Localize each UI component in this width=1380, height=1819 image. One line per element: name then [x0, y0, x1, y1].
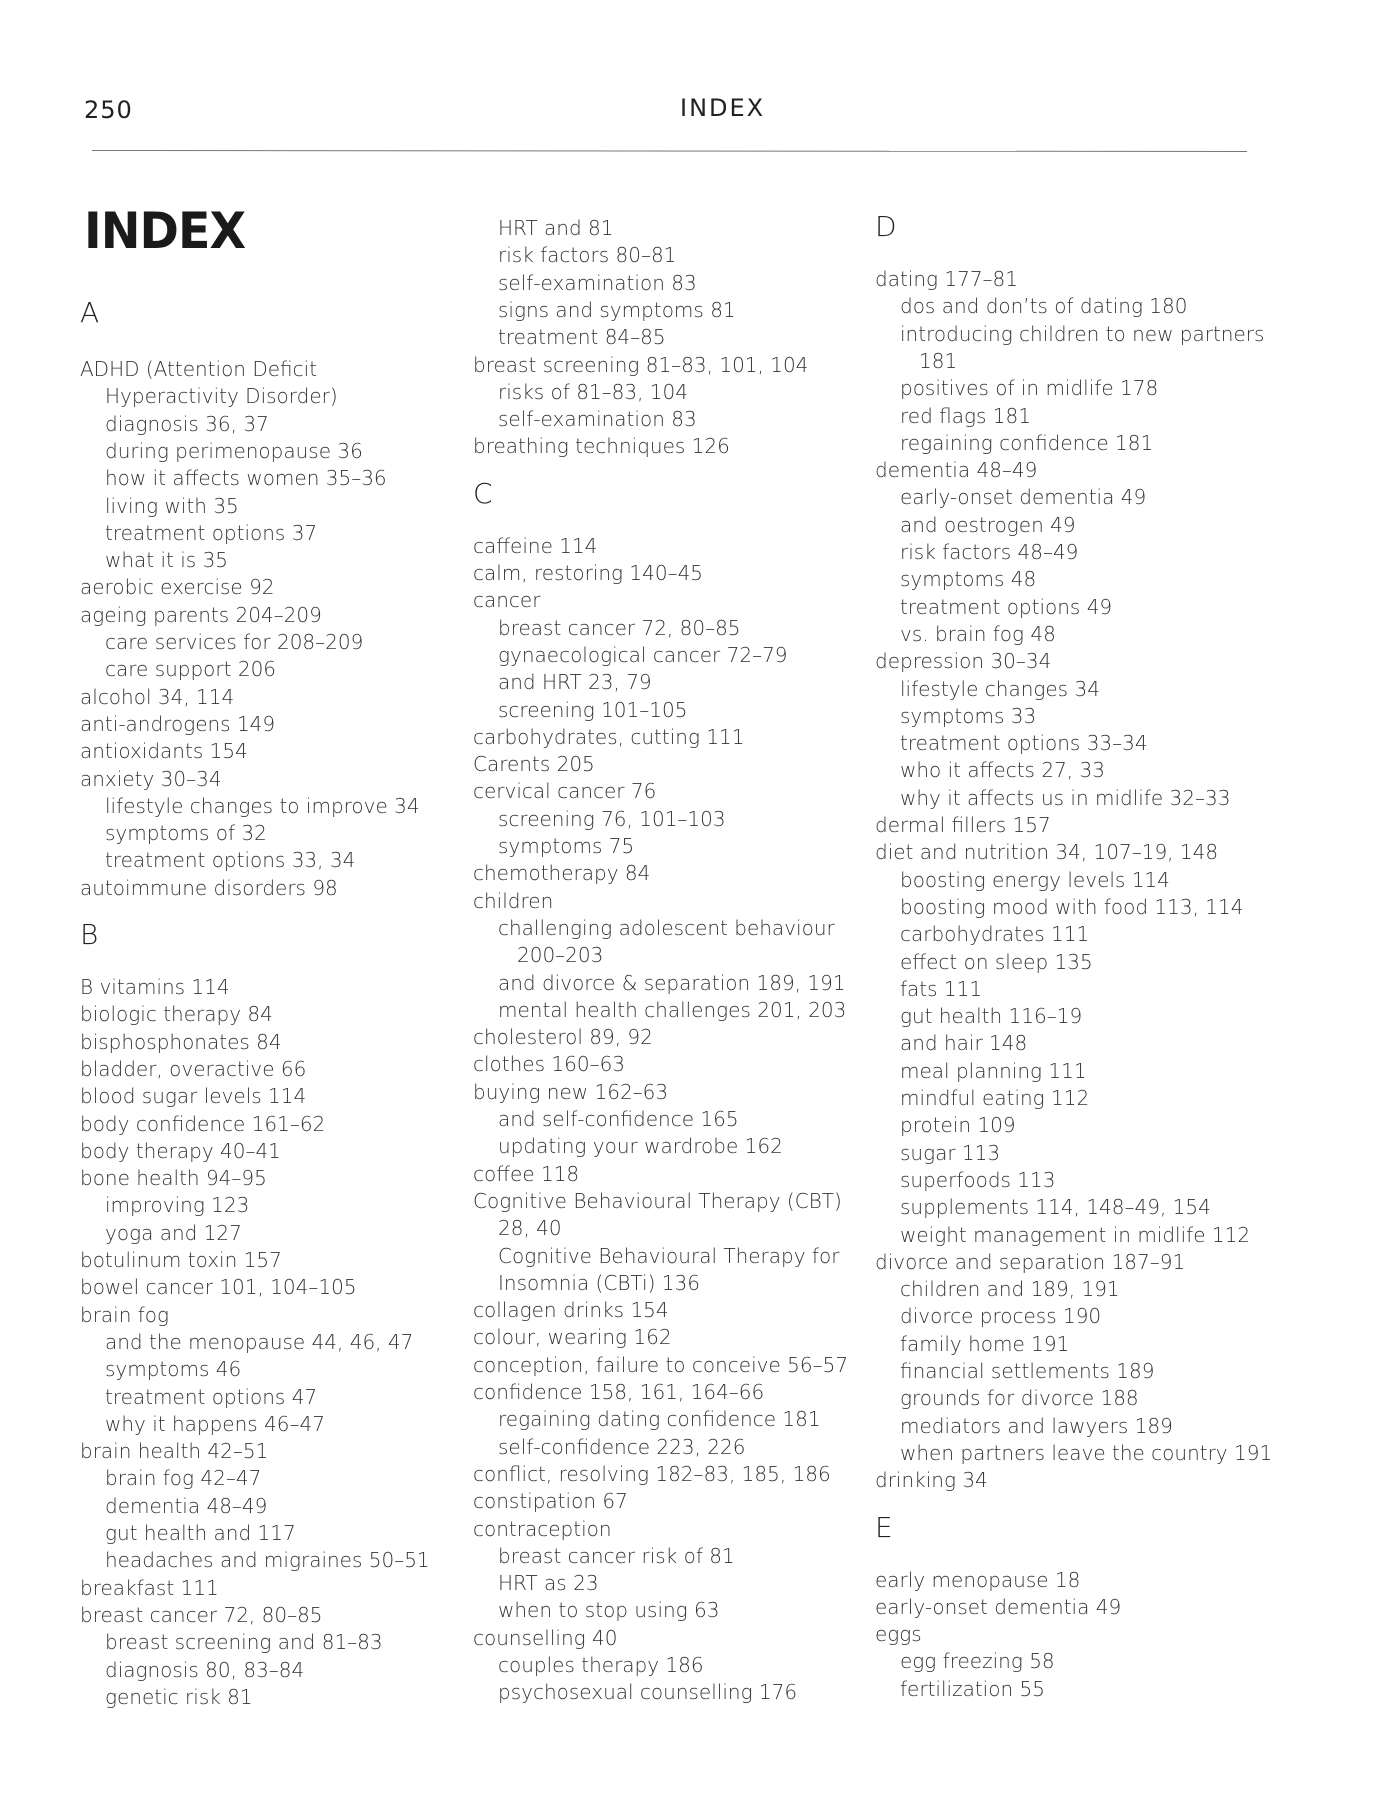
index-subentry: boosting energy levels 114: [900, 867, 1170, 892]
index-entry: Cognitive Behavioural Therapy (CBT): [473, 1188, 842, 1213]
index-subentry: diagnosis 36, 37: [105, 411, 269, 436]
index-entry: autoimmune disorders 98: [80, 875, 338, 900]
index-subentry: vs. brain fog 48: [900, 621, 1056, 646]
index-subentry: improving 123: [105, 1193, 250, 1218]
index-subentry: sugar 113: [900, 1140, 1001, 1165]
index-subentry: lifestyle changes to improve 34: [105, 793, 420, 818]
index-entry: bladder, overactive 66: [80, 1056, 307, 1081]
index-subentry: treatment options 49: [900, 594, 1113, 619]
index-subentry: superfoods 113: [900, 1167, 1056, 1192]
index-subentry: psychosexual counselling 176: [498, 1680, 798, 1705]
index-subentry: breast cancer 72, 80–85: [498, 615, 741, 640]
index-subentry: egg freezing 58: [900, 1649, 1055, 1674]
section-letter-e: E: [875, 1510, 893, 1544]
index-entry: B vitamins 114: [80, 975, 230, 999]
section-letter-b: B: [80, 918, 99, 951]
index-subentry: brain fog 42–47: [105, 1466, 262, 1491]
index-subentry: when partners leave the country 191: [900, 1440, 1273, 1465]
section-letter-a: A: [80, 296, 100, 329]
index-subentry: breast cancer risk of 81: [498, 1543, 735, 1568]
index-entry: colour, wearing 162: [473, 1325, 672, 1350]
index-subentry: screening 76, 101–103: [498, 806, 726, 831]
index-entry: conflict, resolving 182–83, 185, 186: [473, 1461, 831, 1486]
index-subentry: introducing children to new partners: [900, 321, 1265, 346]
index-entry: constipation 67: [473, 1489, 628, 1514]
index-entry: chemotherapy 84: [473, 861, 651, 886]
index-subentry: and hair 148: [900, 1031, 1028, 1056]
index-subentry: fertilization 55: [900, 1676, 1045, 1701]
index-subentry: and the menopause 44, 46, 47: [105, 1329, 414, 1354]
index-subentry: gynaecological cancer 72–79: [498, 642, 788, 667]
index-subentry: 181: [919, 348, 958, 373]
index-subentry: mental health challenges 201, 203: [498, 997, 847, 1022]
index-subentry: genetic risk 81: [105, 1684, 253, 1709]
index-subentry: risks of 81–83, 104: [498, 379, 688, 404]
index-subentry: symptoms 46: [105, 1357, 242, 1382]
index-subentry: regaining confidence 181: [900, 430, 1154, 455]
index-subentry: dementia 48–49: [105, 1493, 268, 1518]
index-entry: cervical cancer 76: [473, 779, 657, 804]
index-entry: contraception: [473, 1516, 612, 1541]
index-subentry: meal planning 111: [900, 1058, 1087, 1083]
index-subentry: divorce process 190: [900, 1304, 1102, 1329]
index-entry: breakfast 111: [80, 1575, 219, 1600]
index-subentry: who it affects 27, 33: [900, 758, 1105, 783]
index-subentry: treatment options 37: [105, 520, 318, 545]
index-entry: antioxidants 154: [80, 739, 248, 764]
index-entry: clothes 160–63: [473, 1052, 626, 1077]
index-entry: dermal fillers 157: [875, 813, 1051, 837]
index-subentry: living with 35: [105, 493, 239, 518]
index-entry: divorce and separation 187–91: [875, 1249, 1186, 1274]
index-entry: body therapy 40–41: [80, 1138, 281, 1163]
index-subentry: what it is 35: [105, 548, 229, 573]
index-entry: eggs: [875, 1622, 922, 1647]
index-subentry: diagnosis 80, 83–84: [105, 1657, 305, 1682]
index-entry: cholesterol 89, 92: [473, 1025, 653, 1050]
index-entry: bisphosphonates 84: [80, 1029, 282, 1054]
index-entry: conception, failure to conceive 56–57: [473, 1352, 849, 1377]
index-title: INDEX: [84, 202, 246, 260]
index-entry: carbohydrates, cutting 111: [473, 724, 745, 749]
index-entry: brain fog: [80, 1302, 170, 1327]
index-subentry: and self-confidence 165: [498, 1107, 739, 1131]
index-entry: dementia 48–49: [875, 458, 1038, 483]
index-subentry: Hyperactivity Disorder): [105, 384, 338, 409]
index-subentry: mindful eating 112: [900, 1086, 1090, 1110]
index-subentry: and oestrogen 49: [900, 512, 1076, 537]
index-entry: depression 30–34: [875, 649, 1052, 674]
index-subentry: 28, 40: [498, 1216, 562, 1241]
index-subentry: treatment options 33, 34: [105, 848, 356, 873]
index-entry: ADHD (Attention Deficit: [80, 357, 318, 381]
index-subentry: treatment options 33–34: [900, 731, 1148, 756]
index-entry: coffee 118: [473, 1161, 580, 1186]
index-subentry: gut health 116–19: [900, 1004, 1083, 1029]
index-subentry: Cognitive Behavioural Therapy for: [498, 1243, 840, 1268]
index-entry: bone health 94–95: [80, 1166, 267, 1191]
index-entry: breast screening 81–83, 101, 104: [473, 352, 809, 377]
index-entry: ageing parents 204–209: [80, 602, 322, 627]
index-entry: diet and nutrition 34, 107–19, 148: [875, 840, 1219, 865]
index-subentry: challenging adolescent behaviour: [498, 915, 835, 940]
index-subentry: boosting mood with food 113, 114: [900, 894, 1244, 919]
index-subentry: care services for 208–209: [105, 630, 364, 654]
index-subentry: dos and don’ts of dating 180: [900, 294, 1188, 319]
index-entry: calm, restoring 140–45: [473, 561, 704, 585]
index-subentry: symptoms 75: [498, 834, 635, 858]
index-subentry: and HRT 23, 79: [498, 670, 652, 695]
index-entry: biologic therapy 84: [80, 1002, 273, 1027]
index-subentry: yoga and 127: [105, 1220, 242, 1245]
index-subentry: HRT as 23: [498, 1571, 599, 1596]
header-divider: [92, 150, 1247, 152]
index-entry: early-onset dementia 49: [875, 1594, 1122, 1619]
index-entry: alcohol 34, 114: [80, 684, 235, 709]
index-entry: early menopause 18: [875, 1567, 1081, 1592]
index-entry: blood sugar levels 114: [80, 1084, 307, 1109]
index-subentry: when to stop using 63: [498, 1598, 720, 1623]
index-subentry: why it affects us in midlife 32–33: [900, 785, 1231, 810]
index-subentry: symptoms of 32: [105, 821, 267, 846]
index-subentry: carbohydrates 111: [900, 922, 1090, 947]
running-title: INDEX: [680, 94, 766, 122]
index-subentry: HRT and 81: [498, 216, 614, 240]
page-number: 250: [84, 96, 133, 124]
index-entry: botulinum toxin 157: [80, 1248, 282, 1272]
index-entry: counselling 40: [473, 1625, 618, 1650]
index-entry: drinking 34: [875, 1468, 988, 1493]
section-letter-c: C: [473, 476, 493, 510]
index-subentry: couples therapy 186: [498, 1653, 704, 1677]
index-entry: dating 177–81: [875, 267, 1019, 291]
index-entry: anti-androgens 149: [80, 711, 276, 736]
index-subentry: mediators and lawyers 189: [900, 1413, 1173, 1438]
index-subentry: positives of in midlife 178: [900, 376, 1159, 401]
index-subentry: how it affects women 35–36: [105, 466, 387, 491]
index-subentry: breast screening and 81–83: [105, 1630, 383, 1655]
index-entry: breathing techniques 126: [473, 434, 730, 459]
page-header: [0, 0, 1380, 160]
index-subentry: and divorce & separation 189, 191: [498, 970, 846, 995]
index-subentry: headaches and migraines 50–51: [105, 1548, 430, 1573]
index-entry: children: [473, 888, 554, 913]
index-subentry: self-confidence 223, 226: [498, 1434, 746, 1459]
index-subentry: protein 109: [900, 1113, 1016, 1138]
index-subentry: children and 189, 191: [900, 1277, 1120, 1302]
index-subentry: risk factors 80–81: [498, 243, 677, 268]
index-entry: aerobic exercise 92: [80, 575, 275, 600]
index-entry: collagen drinks 154: [473, 1298, 669, 1323]
index-subentry: during perimenopause 36: [105, 438, 363, 463]
index-subentry: lifestyle changes 34: [900, 676, 1100, 701]
index-entry: breast cancer 72, 80–85: [80, 1602, 323, 1627]
index-subentry: care support 206: [105, 657, 277, 682]
index-subentry: Insomnia (CBTi) 136: [498, 1270, 700, 1295]
index-subentry: supplements 114, 148–49, 154: [900, 1195, 1211, 1220]
index-subentry: treatment options 47: [105, 1384, 318, 1409]
index-subentry: treatment 84–85: [498, 325, 666, 350]
index-subentry: why it happens 46–47: [105, 1411, 325, 1436]
index-subentry: risk factors 48–49: [900, 540, 1079, 564]
index-subentry: screening 101–105: [498, 697, 688, 722]
index-subentry: signs and symptoms 81: [498, 297, 736, 322]
index-subentry: financial settlements 189: [900, 1359, 1155, 1383]
index-entry: caffeine 114: [473, 533, 598, 558]
index-entry: body confidence 161–62: [80, 1111, 326, 1136]
index-entry: anxiety 30–34: [80, 766, 222, 791]
index-entry: cancer: [473, 588, 541, 613]
index-subentry: symptoms 33: [900, 703, 1037, 728]
index-subentry: red flags 181: [900, 403, 1031, 428]
index-subentry: weight management in midlife 112: [900, 1222, 1251, 1247]
index-entry: bowel cancer 101, 104–105: [80, 1275, 357, 1300]
index-entry: Carents 205: [473, 752, 595, 777]
index-subentry: self-examination 83: [498, 407, 697, 432]
index-subentry: grounds for divorce 188: [900, 1386, 1139, 1411]
section-letter-d: D: [875, 210, 897, 243]
index-entry: buying new 162–63: [473, 1079, 669, 1104]
index-subentry: gut health and 117: [105, 1521, 296, 1545]
index-subentry: family home 191: [900, 1331, 1070, 1356]
index-subentry: updating your wardrobe 162: [498, 1134, 783, 1159]
index-subentry: early-onset dementia 49: [900, 485, 1147, 510]
index-subentry: symptoms 48: [900, 567, 1037, 592]
index-subentry: effect on sleep 135: [900, 949, 1093, 974]
index-entry: brain health 42–51: [80, 1439, 269, 1464]
index-subentry: fats 111: [900, 976, 983, 1001]
index-entry: confidence 158, 161, 164–66: [473, 1380, 765, 1404]
index-subentry: 200–203: [517, 943, 604, 968]
index-subentry: regaining dating confidence 181: [498, 1407, 821, 1432]
index-subentry: self-examination 83: [498, 270, 697, 295]
